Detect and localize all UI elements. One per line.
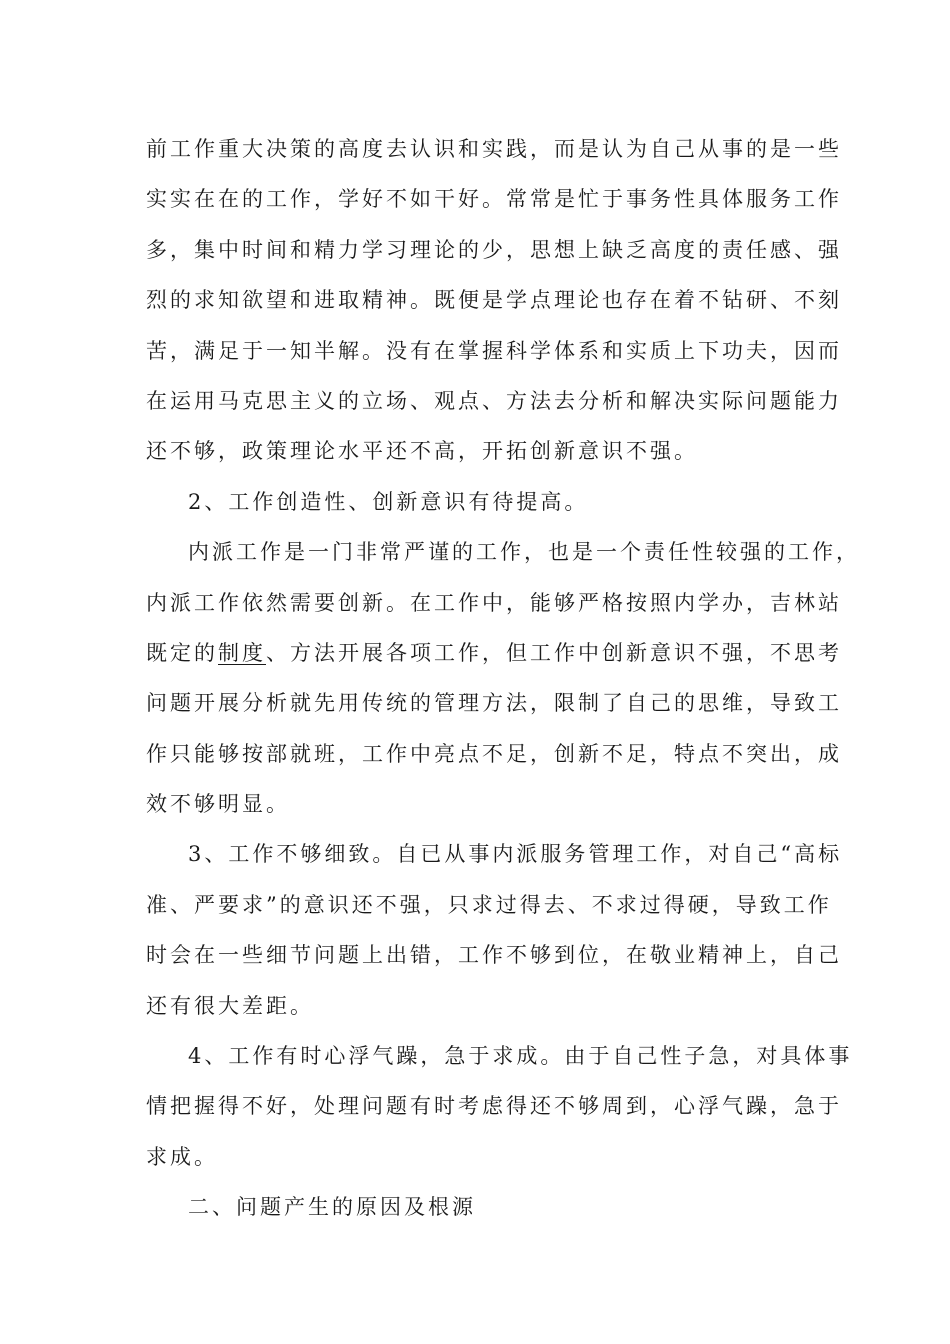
paragraph-line: 还不够，政策理论水平还不高，开拓创新意识不强。 <box>146 439 698 464</box>
paragraph-line: 苦，满足于一知半解。没有在掌握科学体系和实质上下功夫，因而 <box>146 338 842 363</box>
paragraph-line: 效不够明显。 <box>146 792 290 817</box>
paragraph-theory-study <box>146 124 842 477</box>
paragraph-line: 时会在一些细节问题上出错，工作不够到位，在敬业精神上，自己 <box>146 943 842 968</box>
paragraph-detail <box>146 829 843 1031</box>
paragraph-line: 在运用马克思主义的立场、观点、方法去分析和解决实际问题能力 <box>146 388 842 413</box>
paragraph-line: 求成。 <box>146 1144 218 1169</box>
paragraph-line <box>146 628 842 678</box>
paragraph-line: 前工作重大决策的高度去认识和实践，而是认为自己从事的是一些 <box>146 137 842 161</box>
system-link[interactable]: 制度 <box>218 640 266 665</box>
paragraph-line: 多，集中时间和精力学习理论的少，思想上缺乏高度的责任感、强 <box>146 237 842 262</box>
paragraph-impatience <box>146 1031 853 1182</box>
paragraph-line: 还有很大差距。 <box>146 993 314 1018</box>
paragraph-line: 烈的求知欲望和进取精神。既便是学点理论也存在着不钻研、不刻 <box>146 288 842 313</box>
paragraph-line: 内派工作是一门非常严谨的工作，也是一个责任性较强的工作， <box>188 540 860 565</box>
paragraph-line: 4、工作有时心浮气躁，急于求成。由于自己性子急，对具体事 <box>188 1044 853 1069</box>
text-run: 、方法开展各项工作，但工作中创新意识不强，不思考 <box>266 640 842 665</box>
item-heading-2: 2、工作创造性、创新意识有待提高。 <box>188 489 589 514</box>
paragraph-line: 问题开展分析就先用传统的管理方法，限制了自己的思维，导致工 <box>146 691 842 716</box>
paragraph-line: 内派工作依然需要创新。在工作中，能够严格按照内学办，吉林站 <box>146 590 842 615</box>
document-page <box>146 124 860 1233</box>
paragraph-line: 实实在在的工作，学好不如干好。常常是忙于事务性具体服务工作 <box>146 187 842 212</box>
paragraph-line: 准、严要求”的意识还不强，只求过得去、不求过得硬，导致工作 <box>146 892 832 917</box>
section-heading: 二、问题产生的原因及根源 <box>188 1195 476 1220</box>
paragraph-innovation <box>146 527 860 829</box>
paragraph-line: 作只能够按部就班，工作中亮点不足，创新不足，特点不突出，成 <box>146 741 842 766</box>
paragraph-line: 3、工作不够细致。自已从事内派服务管理工作，对自己“高标 <box>188 842 843 867</box>
paragraph-line: 情把握得不好，处理问题有时考虑得还不够周到，心浮气躁，急于 <box>146 1094 842 1119</box>
text-run: 既定的 <box>146 640 218 665</box>
